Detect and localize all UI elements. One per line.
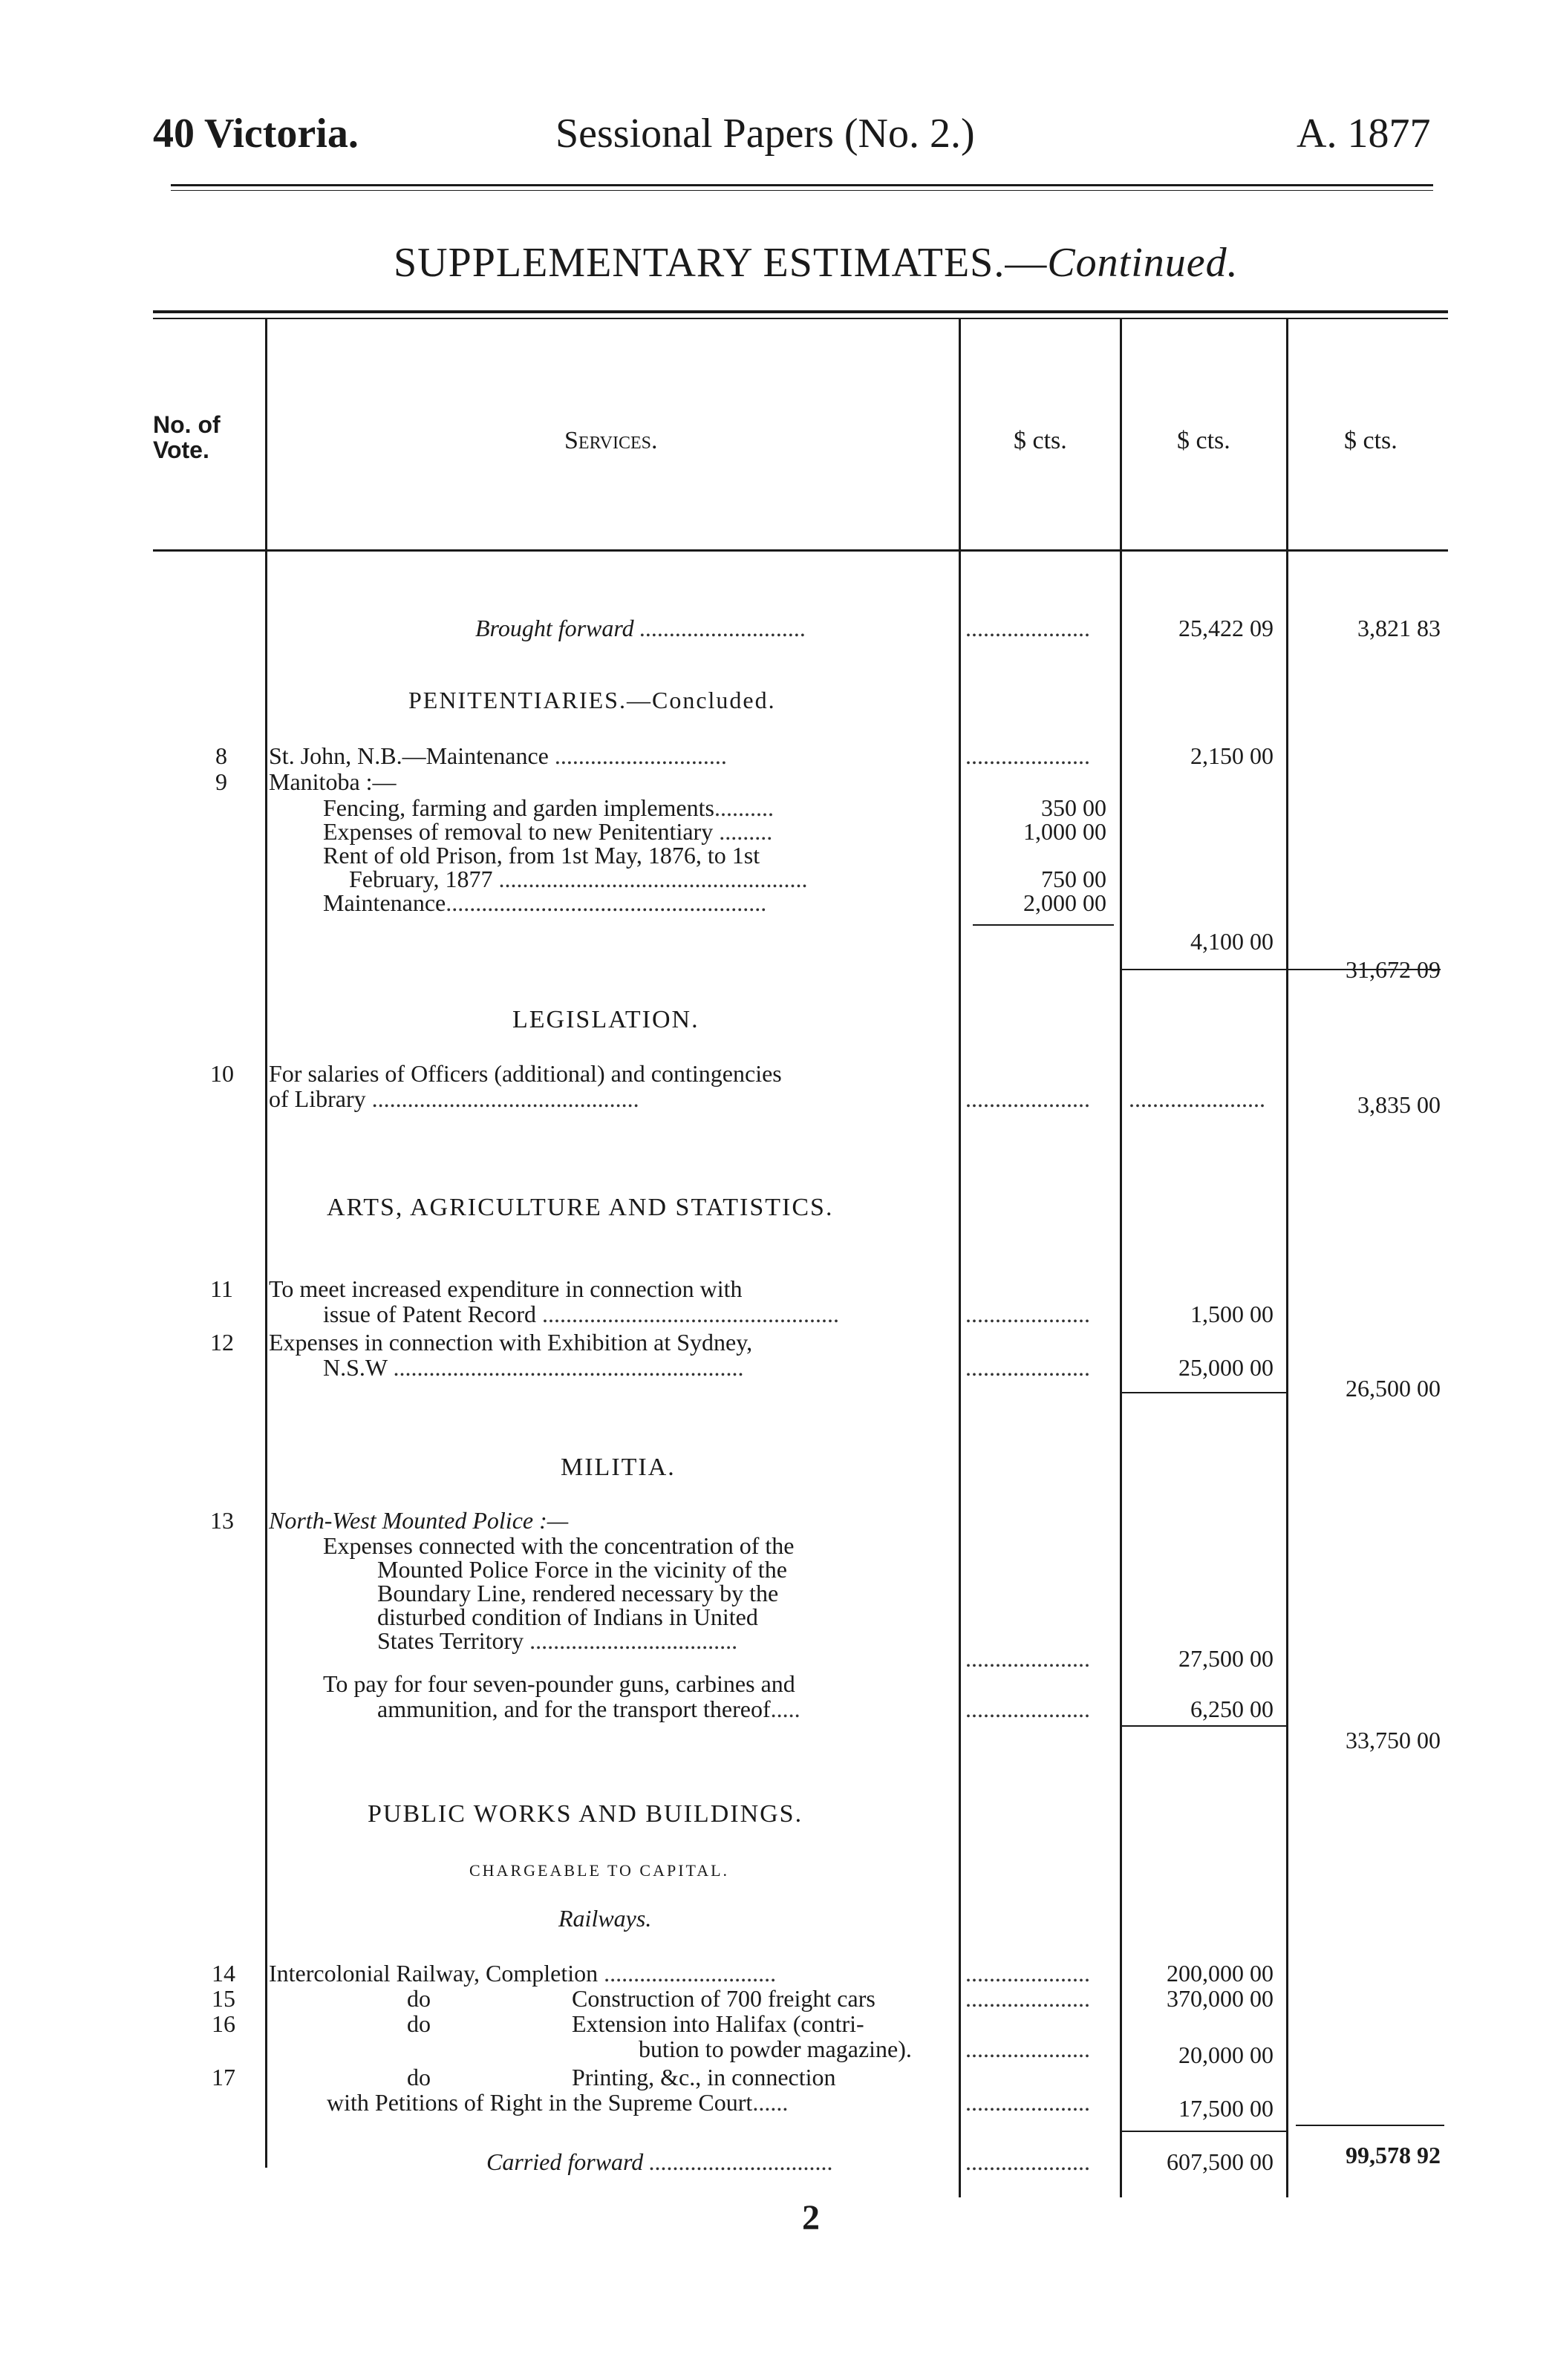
service-patent: To meet increased expenditure in connection with [269, 1275, 743, 1302]
leader-dots: ....................... [1129, 1085, 1265, 1112]
service-nwmp-line1: Expenses connected with the concentration of the [323, 1532, 795, 1559]
amount-column-3-header: $ cts. [1344, 427, 1398, 454]
column-header-rule [153, 549, 1448, 552]
service-halifax: Extension into Halifax (contri- [572, 2010, 864, 2037]
carried-forward-c3: 99,578 92 [1346, 2142, 1441, 2168]
service-halifax-cont: bution to powder magazine). [639, 2036, 912, 2062]
fencing-c1: 350 00 [1041, 794, 1106, 821]
vote-number: 13 [210, 1507, 234, 1534]
subtotal-rule [1296, 2125, 1444, 2126]
service-stjohn: St. John, N.B.—Maintenance ............................. [269, 742, 727, 769]
service-sydney-cont: N.S.W ........................................................... [323, 1354, 744, 1381]
maintenance-c1: 2,000 00 [1023, 889, 1106, 916]
carried-forward-c2: 607,500 00 [1167, 2148, 1274, 2175]
service-guns-cont: ammunition, and for the transport thereof..... [377, 1696, 800, 1722]
service-patent-cont: issue of Patent Record .................................................. [323, 1301, 840, 1327]
ditto-mark: do [407, 1985, 431, 2012]
carried-forward-label: Carried forward ............................... [486, 2148, 834, 2175]
penitentiaries-heading: PENITENTIARIES.—Concluded. [408, 687, 776, 713]
amount-column-1-header: $ cts. [1014, 427, 1067, 454]
service-manitoba: Manitoba :— [269, 768, 397, 795]
leader-dots: ..................... [965, 1085, 1090, 1112]
printing-c2: 17,500 00 [1178, 2095, 1274, 2122]
legislation-total-c3: 3,835 00 [1357, 1091, 1441, 1118]
header-rule-thin [171, 190, 1433, 191]
table-top-rule-thin [153, 318, 1448, 319]
vote-number: 17 [212, 2064, 235, 2090]
header-session: A. 1877 [1297, 111, 1431, 157]
service-nwmp-line5: States Territory ................................... [377, 1627, 738, 1654]
subtotal-rule [1121, 2131, 1288, 2132]
service-nwmp: North-West Mounted Police :— [269, 1507, 569, 1534]
leader-dots: ..................... [965, 1645, 1090, 1672]
leader-dots: ..................... [965, 615, 1090, 641]
service-printing: Printing, &c., in connection [572, 2064, 836, 2090]
header-year: 40 Victoria. [153, 111, 359, 157]
subtotal-rule [1121, 1392, 1288, 1393]
service-nwmp-line2: Mounted Police Force in the vicinity of the [377, 1556, 787, 1583]
vote-number: 15 [212, 1985, 235, 2012]
public-works-heading: PUBLIC WORKS AND BUILDINGS. [368, 1800, 803, 1828]
service-rent: Rent of old Prison, from 1st May, 1876, to 1st [323, 842, 760, 869]
stjohn-c2: 2,150 00 [1190, 742, 1274, 769]
arts-total-c3: 26,500 00 [1346, 1375, 1441, 1402]
brought-forward-c2: 25,422 09 [1178, 615, 1274, 641]
service-salaries: For salaries of Officers (additional) and contingencies [269, 1060, 782, 1087]
page-number: 2 [802, 2198, 820, 2237]
arts-heading: ARTS, AGRICULTURE AND STATISTICS. [327, 1194, 834, 1221]
service-guns: To pay for four seven-pounder guns, carbines and [323, 1670, 795, 1697]
subtotal-rule [973, 924, 1114, 926]
vote-number: 12 [210, 1329, 234, 1356]
removal-c1: 1,000 00 [1023, 818, 1106, 845]
manitoba-subtotal-c2: 4,100 00 [1190, 928, 1274, 955]
nwmp-c2: 27,500 00 [1178, 1645, 1274, 1672]
brought-forward-c3: 3,821 83 [1357, 615, 1441, 641]
vote-number: 10 [210, 1060, 234, 1087]
vote-number: 9 [215, 768, 227, 795]
vote-number: 14 [212, 1960, 235, 1987]
leader-dots: ..................... [965, 1960, 1090, 1987]
militia-heading: MILITIA. [561, 1454, 676, 1481]
subtotal-rule [1121, 1725, 1288, 1727]
leader-dots: ..................... [965, 1354, 1090, 1381]
service-fencing: Fencing, farming and garden implements.......... [323, 794, 774, 821]
sydney-c2: 25,000 00 [1178, 1354, 1274, 1381]
leader-dots: ..................... [965, 1301, 1090, 1327]
militia-total-c3: 33,750 00 [1346, 1727, 1441, 1753]
leader-dots: ..................... [965, 2036, 1090, 2062]
leader-dots: ..................... [965, 1985, 1090, 2012]
service-sydney: Expenses in connection with Exhibition at Sydney, [269, 1329, 753, 1356]
table-top-rule [153, 310, 1448, 313]
penitentiaries-total-c3: 31,672 09 [1346, 956, 1441, 983]
icr-c2: 200,000 00 [1167, 1960, 1274, 1987]
leader-dots: ..................... [965, 1696, 1090, 1722]
service-printing-cont: with Petitions of Right in the Supreme Court...... [327, 2089, 789, 2116]
service-icr: Intercolonial Railway, Completion ............................. [269, 1960, 777, 1987]
header-rule [171, 184, 1433, 186]
service-nwmp-line3: Boundary Line, rendered necessary by the [377, 1580, 779, 1606]
legislation-heading: LEGISLATION. [512, 1006, 700, 1033]
vote-number: 16 [212, 2010, 235, 2037]
page-title: SUPPLEMENTARY ESTIMATES.—Continued. [394, 240, 1239, 286]
service-nwmp-line4: disturbed condition of Indians in United [377, 1603, 758, 1630]
halifax-c2: 20,000 00 [1178, 2041, 1274, 2068]
col-divider-services [959, 319, 961, 2197]
patent-c2: 1,500 00 [1190, 1301, 1274, 1327]
ditto-mark: do [407, 2010, 431, 2037]
guns-c2: 6,250 00 [1190, 1696, 1274, 1722]
freight-c2: 370,000 00 [1167, 1985, 1274, 2012]
vote-number: 11 [210, 1275, 233, 1302]
service-maintenance: Maintenance...................................................... [323, 889, 767, 916]
service-salaries-cont: of Library ............................................. [269, 1085, 639, 1112]
vote-column-header: No. of Vote. [153, 411, 221, 463]
service-removal: Expenses of removal to new Penitentiary ......... [323, 818, 773, 845]
brought-forward-label: Brought forward ............................ [475, 615, 806, 641]
header-series: Sessional Papers (No. 2.) [555, 111, 975, 157]
leader-dots: ..................... [965, 2148, 1090, 2175]
service-freight: Construction of 700 freight cars [572, 1985, 875, 2012]
railways-subheading: Railways. [558, 1905, 652, 1932]
leader-dots: ..................... [965, 742, 1090, 769]
rent-c1: 750 00 [1041, 866, 1106, 892]
amount-column-2-header: $ cts. [1177, 427, 1230, 454]
ditto-mark: do [407, 2064, 431, 2090]
col-divider-c1 [1120, 319, 1122, 2197]
service-rent-cont: February, 1877 .................................................... [349, 866, 808, 892]
capital-subheading: CHARGEABLE TO CAPITAL. [469, 1861, 730, 1880]
leader-dots: ..................... [965, 2089, 1090, 2116]
vote-number: 8 [215, 742, 227, 769]
col-divider-c2 [1286, 319, 1288, 2197]
services-column-header: Services. [564, 427, 658, 454]
col-divider-vote [265, 319, 267, 2168]
